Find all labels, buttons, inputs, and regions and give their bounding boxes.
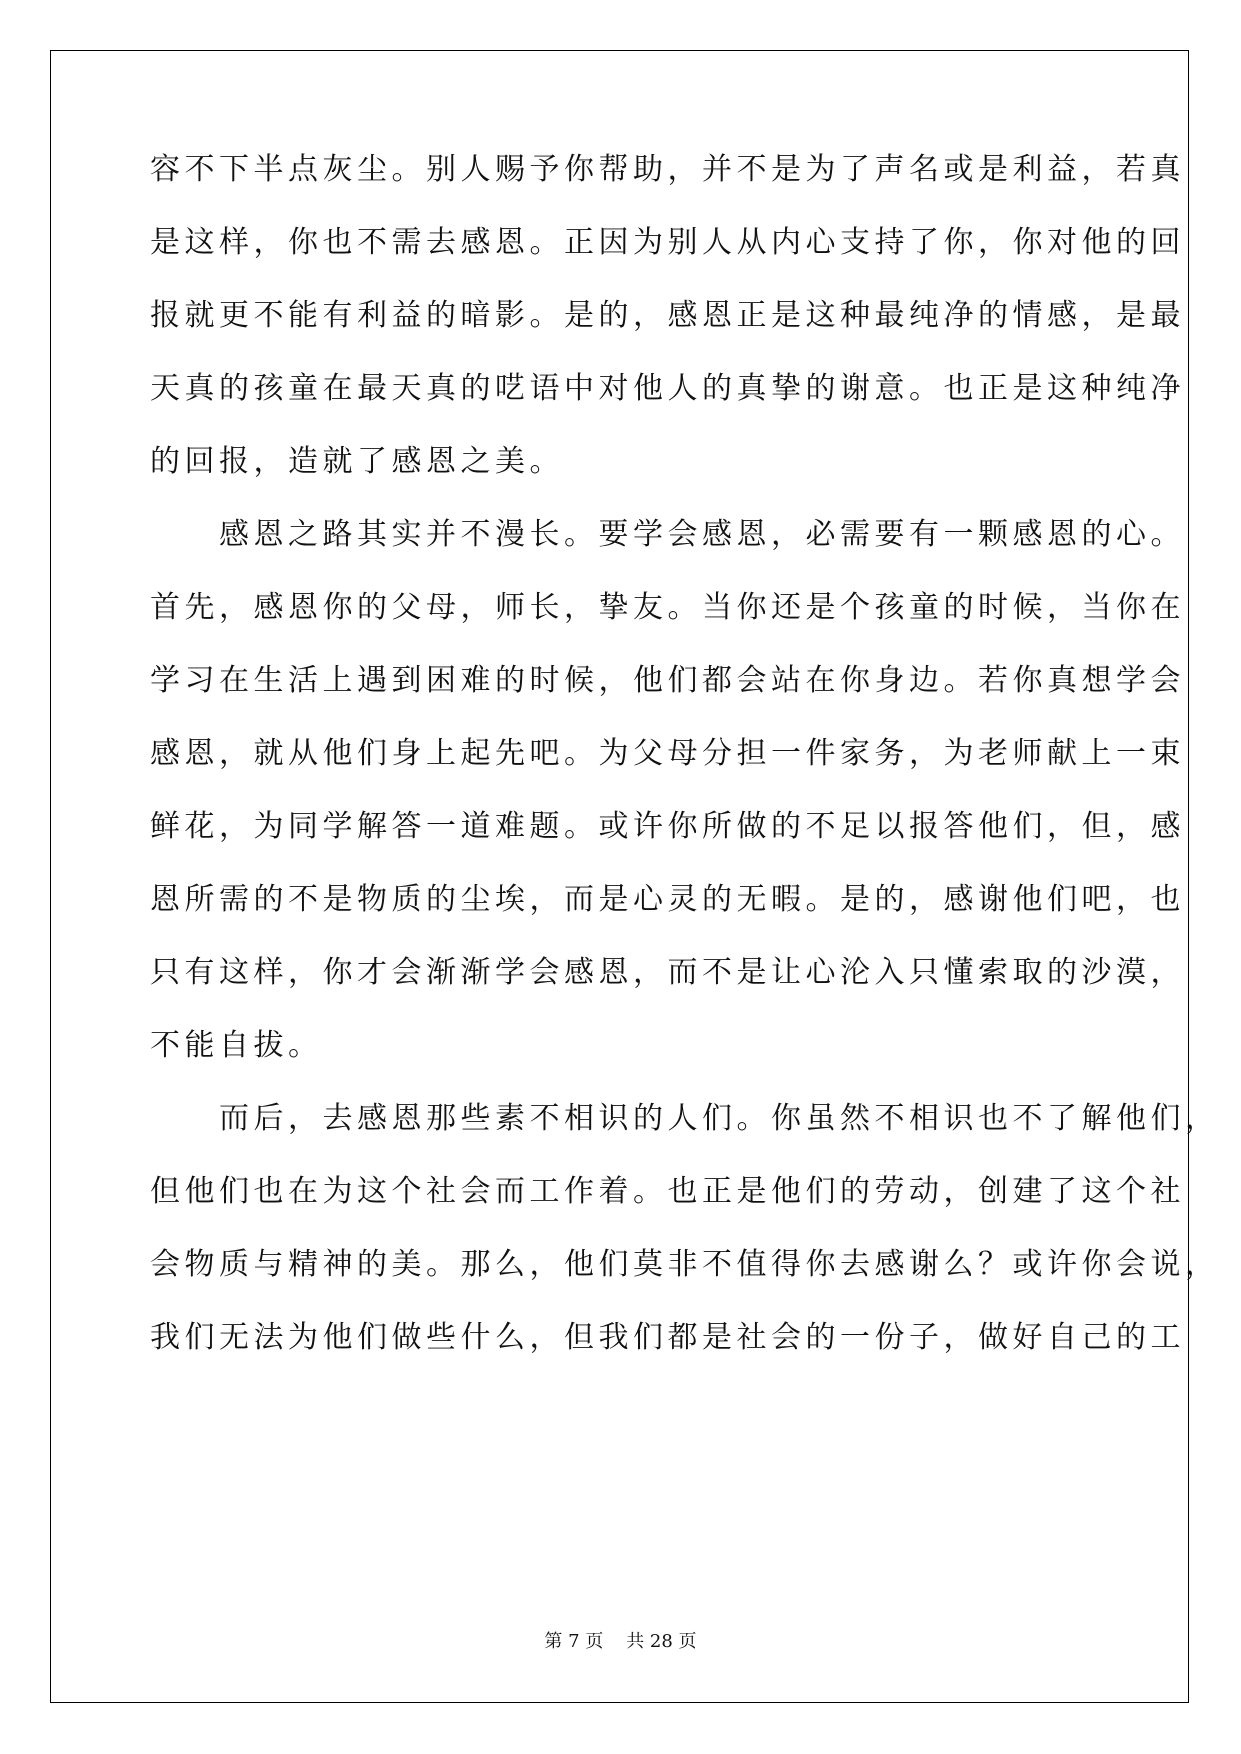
text-line: 首先，感恩你的父母，师长，挚友。当你还是个孩童的时候，当你在 (150, 590, 1185, 625)
text-line: 容不下半点灰尘。别人赐予你帮助，并不是为了声名或是利益，若真 (150, 152, 1185, 187)
text-line: 不能自拔。 (150, 1028, 323, 1063)
text-line: 恩所需的不是物质的尘埃，而是心灵的无暇。是的，感谢他们吧，也 (150, 882, 1185, 917)
text-line: 感恩，就从他们身上起先吧。为父母分担一件家务，为老师献上一束 (150, 736, 1185, 771)
text-line: 只有这样，你才会渐渐学会感恩，而不是让心沦入只懂索取的沙漠， (150, 955, 1185, 990)
text-line: 是这样，你也不需去感恩。正因为别人从内心支持了你，你对他的回 (150, 225, 1185, 260)
text-line: 鲜花，为同学解答一道难题。或许你所做的不足以报答他们，但，感 (150, 809, 1185, 844)
text-line: 报就更不能有利益的暗影。是的，感恩正是这种最纯净的情感，是最 (150, 298, 1185, 333)
text-line: 的回报，造就了感恩之美。 (150, 444, 564, 479)
text-line: 学习在生活上遇到困难的时候，他们都会站在你身边。若你真想学会 (150, 663, 1185, 698)
text-line: 感恩之路其实并不漫长。要学会感恩，必需要有一颗感恩的心。 (150, 517, 1185, 552)
page-number: 第 7 页 共 28 页 (544, 1631, 697, 1652)
text-line: 会物质与精神的美。那么，他们莫非不值得你去感谢么？或许你会说， (150, 1247, 1220, 1282)
text-line: 但他们也在为这个社会而工作着。也正是他们的劳动，创建了这个社 (150, 1174, 1185, 1209)
text-line: 而后，去感恩那些素不相识的人们。你虽然不相识也不了解他们， (150, 1101, 1220, 1136)
page-footer (0, 1630, 1241, 1654)
text-line: 我们无法为他们做些什么，但我们都是社会的一份子，做好自己的工 (150, 1320, 1185, 1355)
text-line: 天真的孩童在最天真的呓语中对他人的真挚的谢意。也正是这种纯净 (150, 371, 1185, 406)
